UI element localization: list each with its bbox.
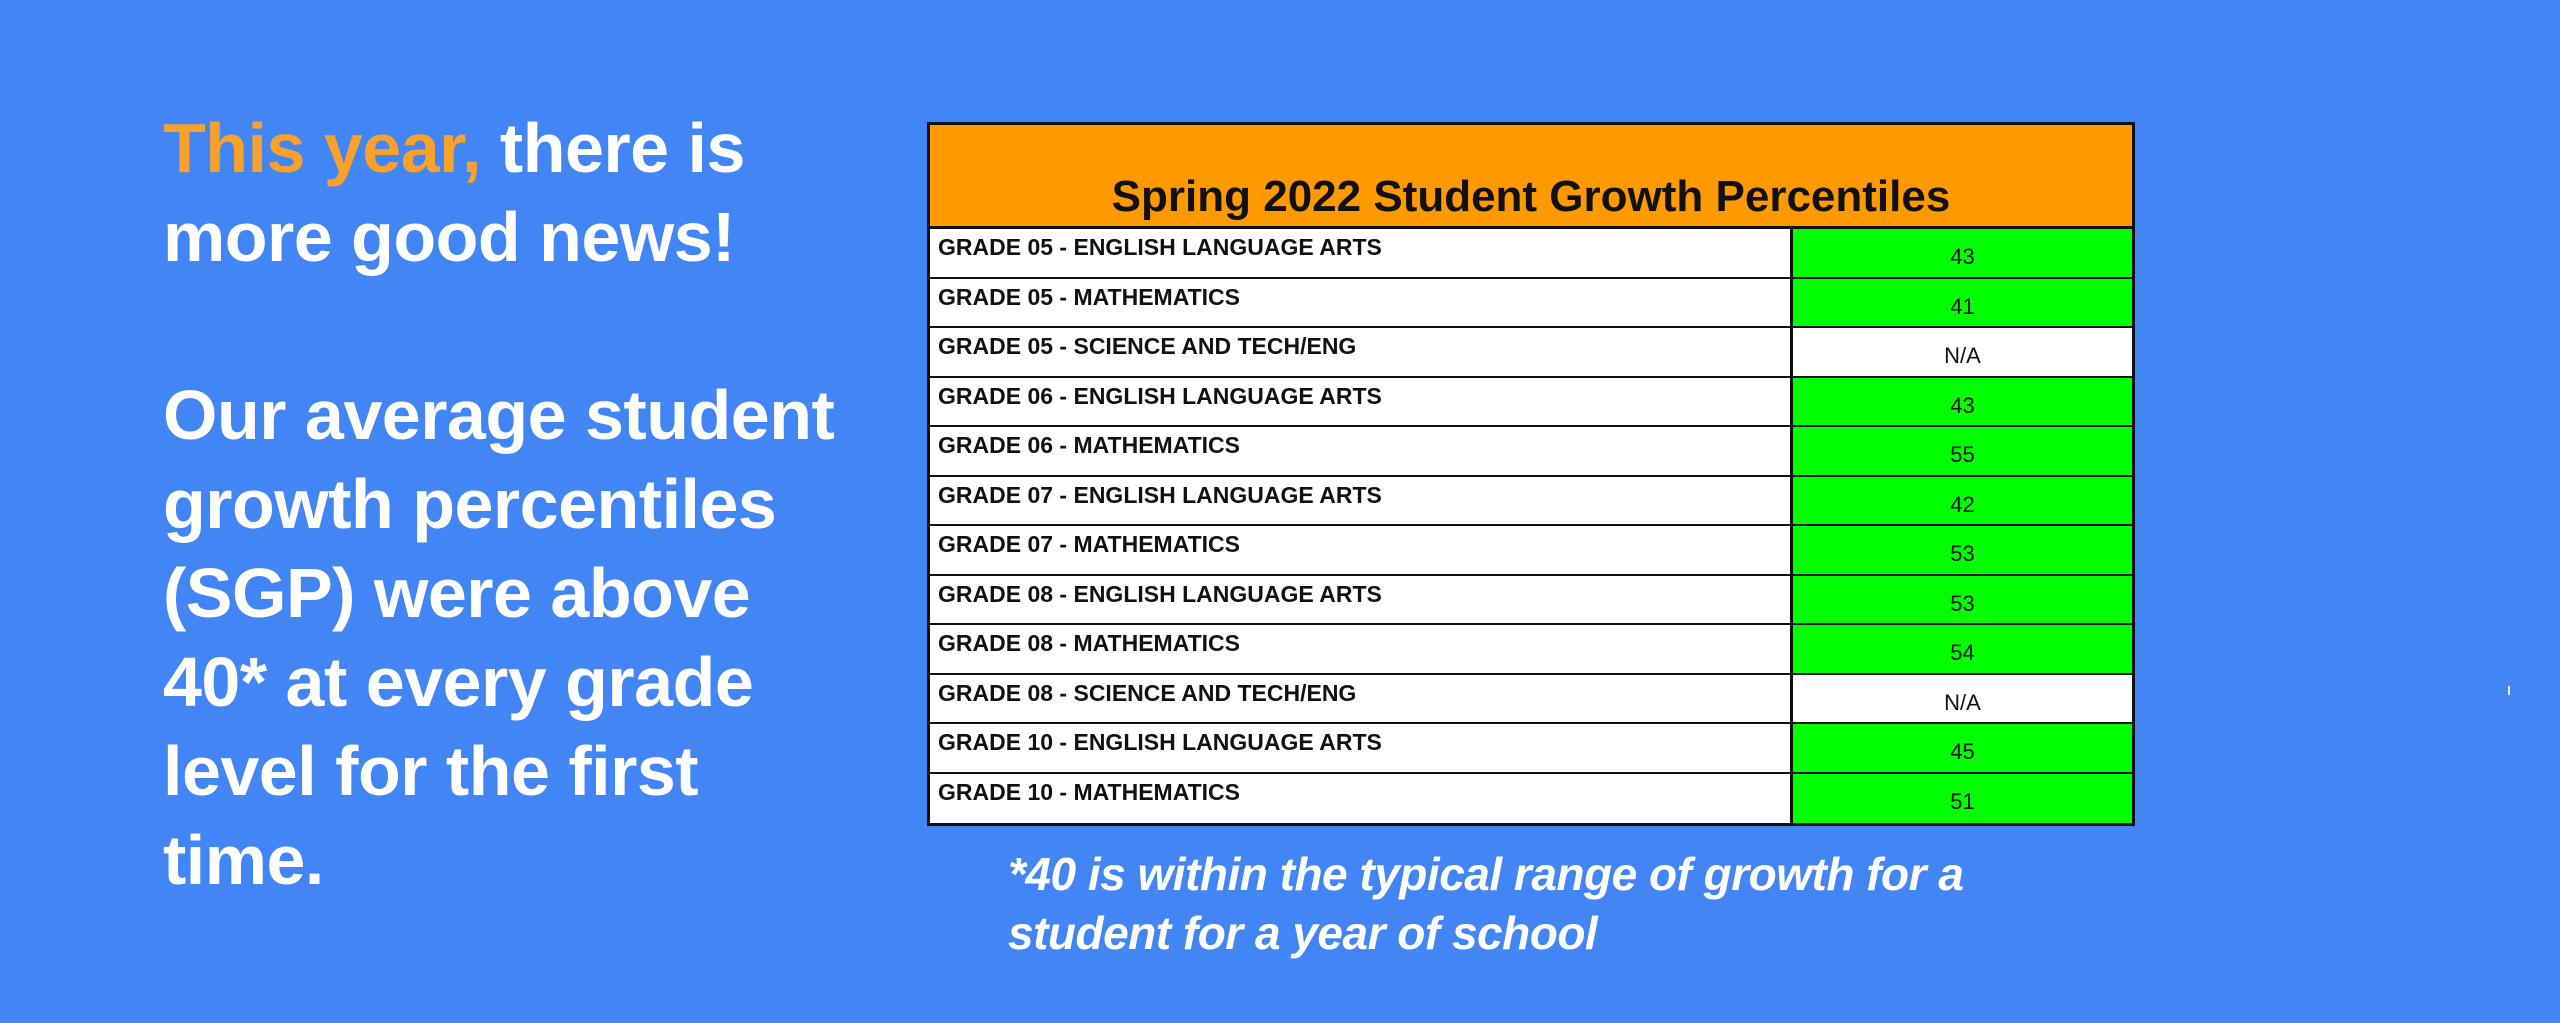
table-row <box>930 229 2132 279</box>
headline-line-2: more good news! <box>163 198 735 276</box>
row-sgp-value: 54 <box>1793 625 2132 673</box>
table-row <box>930 724 2132 774</box>
row-sgp-value: 41 <box>1793 279 2132 327</box>
row-subject: GRADE 07 - MATHEMATICS <box>930 526 1793 574</box>
row-subject: GRADE 10 - MATHEMATICS <box>930 774 1793 824</box>
row-sgp-value: 45 <box>1793 724 2132 772</box>
row-sgp-value: 43 <box>1793 229 2132 277</box>
edge-mark <box>2508 686 2510 695</box>
intro-text-block <box>163 104 903 905</box>
table-title: Spring 2022 Student Growth Percentiles <box>1111 172 1951 221</box>
row-subject: GRADE 07 - ENGLISH LANGUAGE ARTS <box>930 477 1793 525</box>
table-row <box>930 328 2132 378</box>
body-line-1: Our average student <box>163 376 835 454</box>
table-row <box>930 774 2132 824</box>
table-row <box>930 279 2132 329</box>
row-subject: GRADE 08 - ENGLISH LANGUAGE ARTS <box>930 576 1793 624</box>
row-subject: GRADE 06 - MATHEMATICS <box>930 427 1793 475</box>
row-subject: GRADE 05 - ENGLISH LANGUAGE ARTS <box>930 229 1793 277</box>
row-sgp-value: N/A <box>1793 328 2132 376</box>
headline-accent: This year, <box>163 109 481 187</box>
row-subject: GRADE 08 - MATHEMATICS <box>930 625 1793 673</box>
row-subject: GRADE 05 - MATHEMATICS <box>930 279 1793 327</box>
paragraph-spacer <box>163 282 903 371</box>
table-row <box>930 378 2132 428</box>
table-row <box>930 576 2132 626</box>
footnote <box>1008 845 2108 963</box>
headline-line-1 <box>163 104 903 193</box>
table-row <box>930 427 2132 477</box>
body-line-4: 40* at every grade <box>163 643 754 721</box>
table-title-bar <box>930 125 2132 229</box>
table-row <box>930 477 2132 527</box>
table-row <box>930 625 2132 675</box>
row-sgp-value: 53 <box>1793 526 2132 574</box>
table-row <box>930 526 2132 576</box>
row-sgp-value: N/A <box>1793 675 2132 723</box>
body-line-2: growth percentiles <box>163 465 777 543</box>
sgp-table <box>927 122 2135 826</box>
row-subject: GRADE 05 - SCIENCE AND TECH/ENG <box>930 328 1793 376</box>
headline-rest: there is <box>480 109 745 187</box>
row-subject: GRADE 08 - SCIENCE AND TECH/ENG <box>930 675 1793 723</box>
row-sgp-value: 51 <box>1793 774 2132 824</box>
row-sgp-value: 43 <box>1793 378 2132 426</box>
body-line-3: (SGP) were above <box>163 554 751 632</box>
body-line-5: level for the first <box>163 732 699 810</box>
row-sgp-value: 42 <box>1793 477 2132 525</box>
row-subject: GRADE 10 - ENGLISH LANGUAGE ARTS <box>930 724 1793 772</box>
row-sgp-value: 53 <box>1793 576 2132 624</box>
body-line-6: time. <box>163 821 324 899</box>
table-row <box>930 675 2132 725</box>
footnote-line-2: student for a year of school <box>1008 907 1598 959</box>
row-sgp-value: 55 <box>1793 427 2132 475</box>
row-subject: GRADE 06 - ENGLISH LANGUAGE ARTS <box>930 378 1793 426</box>
footnote-line-1: *40 is within the typical range of growth for a <box>1008 848 1964 900</box>
